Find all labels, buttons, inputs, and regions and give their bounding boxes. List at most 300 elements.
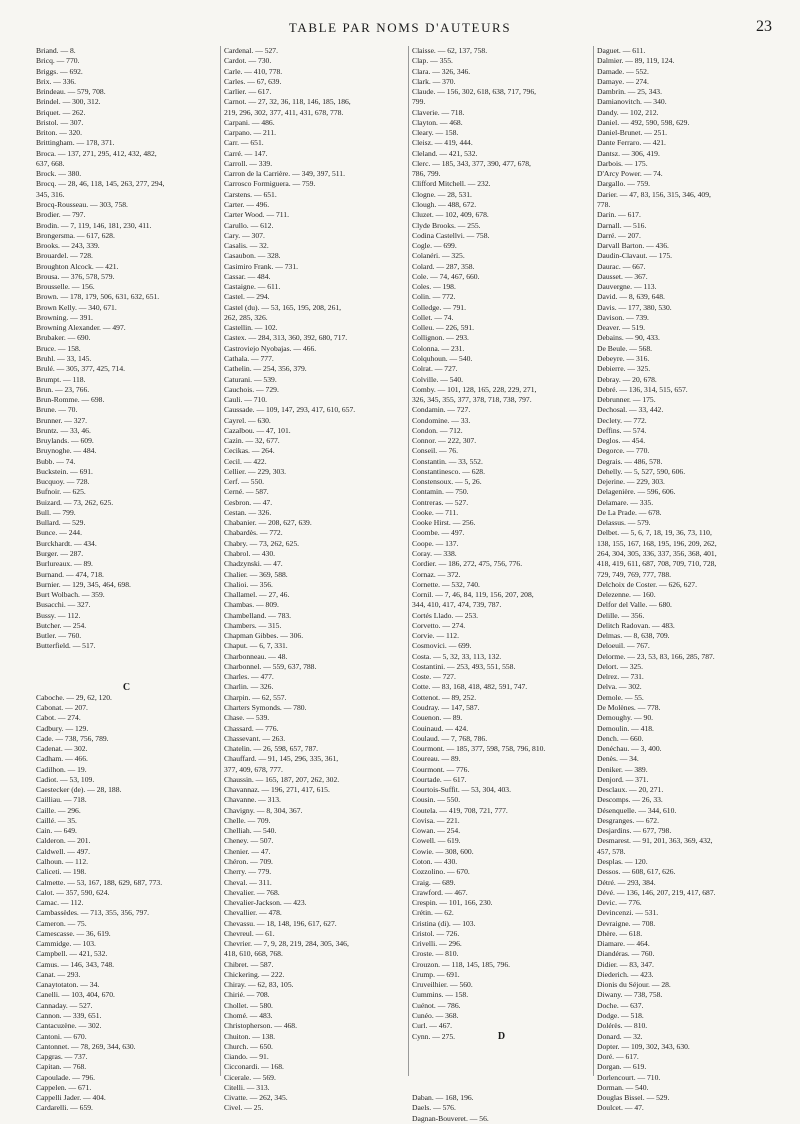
index-entry: Cellier. — 229, 303. bbox=[224, 466, 287, 476]
index-entry: Caboche. — 29, 62, 120. bbox=[36, 692, 112, 702]
index-entry: Bruhl. — 33, 145. bbox=[36, 353, 92, 363]
index-entry: Devincenzi. — 531. bbox=[597, 908, 659, 918]
index-entry: Cathelin. — 254, 356, 379. bbox=[224, 364, 307, 374]
index-entry: Cordier. — 186, 272, 475, 756, 776. bbox=[412, 559, 523, 569]
index-entry: Colquhoun. — 540. bbox=[412, 353, 473, 363]
index-entry: Colrat. — 727. bbox=[412, 364, 458, 374]
index-entry: Cheney. — 507. bbox=[224, 836, 274, 846]
index-entry: Brun-Romme. — 698. bbox=[36, 395, 105, 405]
index-entry: 799. bbox=[412, 97, 426, 107]
index-entry: Cathala. — 777. bbox=[224, 353, 274, 363]
index-entry: Delort. — 325. bbox=[597, 661, 643, 671]
index-entry: Brown. — 178, 179, 506, 631, 632, 651. bbox=[36, 292, 160, 302]
index-entry: Crivelli. — 296. bbox=[412, 939, 462, 949]
index-entry: Castel (du). — 53, 165, 195, 208, 261, bbox=[224, 302, 342, 312]
index-entry: Carullo. — 612. bbox=[224, 220, 274, 230]
index-entry: Ciando. — 91. bbox=[224, 1052, 269, 1062]
index-entry: Daniel-Brunet. — 251. bbox=[597, 128, 668, 138]
index-entry: Darin. — 617. bbox=[597, 210, 641, 220]
index-entry: Broughton Alcock. — 421. bbox=[36, 261, 119, 271]
index-entry: Diederich. — 423. bbox=[597, 969, 654, 979]
index-entry: Delagenière. — 596, 606. bbox=[597, 487, 676, 497]
index-columns bbox=[33, 46, 777, 1123]
index-entry: Cunéo. — 368. bbox=[412, 1010, 459, 1020]
index-entry: Cauli. — 710. bbox=[224, 395, 268, 405]
index-entry: Crouzon. — 118, 145, 185, 796. bbox=[412, 959, 511, 969]
index-entry: Coutela. — 419, 708, 721, 777. bbox=[412, 805, 508, 815]
index-entry: Castroviejo Nyobajas. — 466. bbox=[224, 343, 317, 353]
index-entry: Dantsz. — 306, 419. bbox=[597, 148, 660, 158]
index-entry: Chapman Gibbes. — 306. bbox=[224, 631, 304, 641]
index-entry: Chambers. — 315. bbox=[224, 620, 282, 630]
index-entry: Claisse. — 62, 137, 758. bbox=[412, 46, 488, 55]
index-entry: Colleu. — 226, 591. bbox=[412, 323, 475, 333]
index-entry: Chabanier. — 208, 627, 639. bbox=[224, 518, 312, 528]
index-entry: Delrez. — 731. bbox=[597, 672, 644, 682]
index-entry: Dorgan. — 619. bbox=[597, 1062, 647, 1072]
index-entry: Cosmovici. — 699. bbox=[412, 641, 472, 651]
index-entry: Browning. — 391. bbox=[36, 312, 93, 322]
index-entry: Carter. — 496. bbox=[224, 199, 270, 209]
index-entry: David. — 8, 639, 648. bbox=[597, 292, 665, 302]
index-entry: Chadzynski. — 47. bbox=[224, 559, 283, 569]
index-entry: Debeyre. — 316. bbox=[597, 353, 650, 363]
index-entry: Canat. — 293. bbox=[36, 969, 81, 979]
index-entry: Canaytotaton. — 34. bbox=[36, 980, 100, 990]
index-entry: Croste. — 810. bbox=[412, 949, 459, 959]
index-entry: Cain. — 649. bbox=[36, 826, 77, 836]
index-entry: Denès. — 34. bbox=[597, 754, 639, 764]
index-entry: Chalioi. — 356. bbox=[224, 579, 273, 589]
index-entry: Bucquoy. — 728. bbox=[36, 477, 90, 487]
index-entry: Didier. — 83, 347. bbox=[597, 959, 654, 969]
index-entry: Constantinesco. — 628. bbox=[412, 466, 485, 476]
index-entry: Conseil. — 76. bbox=[412, 446, 458, 456]
index-entry: Bullard. — 529. bbox=[36, 518, 86, 528]
index-entry: Cestan. — 326. bbox=[224, 507, 272, 517]
index-entry: Caillé. — 35. bbox=[36, 815, 77, 825]
index-entry: Camus. — 146, 343, 748. bbox=[36, 959, 115, 969]
index-entry: Constantin. — 33, 552. bbox=[412, 456, 483, 466]
index-entry: Collignon. — 293. bbox=[412, 333, 469, 343]
index-entry: Brulé. — 305, 377, 425, 714. bbox=[36, 364, 126, 374]
index-entry: Capgras. — 737. bbox=[36, 1052, 88, 1062]
index-entry: Contamin. — 750. bbox=[412, 487, 469, 497]
index-entry: Diamare. — 464. bbox=[597, 939, 650, 949]
index-entry: Demole. — 55. bbox=[597, 692, 644, 702]
index-entry bbox=[36, 662, 220, 672]
index-entry: 729, 749, 769, 777, 788. bbox=[597, 569, 672, 579]
index-entry: Chavanne. — 313. bbox=[224, 795, 281, 805]
index-entry: Brindel. — 300, 312. bbox=[36, 97, 101, 107]
index-entry: Clayton. — 468. bbox=[412, 117, 463, 127]
index-entry: Charles. — 477. bbox=[224, 672, 274, 682]
index-entry: Charbonnel. — 559, 637, 788. bbox=[224, 661, 317, 671]
index-entry: Chuiton. — 138. bbox=[224, 1031, 276, 1041]
index-entry bbox=[412, 1083, 593, 1093]
index-entry: Crawford. — 467. bbox=[412, 887, 468, 897]
index-entry: Burckhardt. — 434. bbox=[36, 538, 97, 548]
index-entry: Cristol. — 726. bbox=[412, 928, 460, 938]
index-entry: Dodge. — 518. bbox=[597, 1010, 644, 1020]
index-entry: Cleary. — 158. bbox=[412, 128, 459, 138]
index-column-2 bbox=[220, 46, 408, 1113]
index-entry: Cardarelli. — 659. bbox=[36, 1103, 93, 1113]
index-entry: Crétin. — 62. bbox=[412, 908, 454, 918]
index-entry: Dorlencourt. — 710. bbox=[597, 1072, 661, 1082]
index-entry: Costa. — 5, 32, 33, 113, 132. bbox=[412, 651, 502, 661]
index-entry: Colard. — 287, 358. bbox=[412, 261, 475, 271]
index-entry: Calot. — 357, 590, 624. bbox=[36, 887, 110, 897]
index-entry: Chambas. — 809. bbox=[224, 600, 279, 610]
index-entry: Diandéras. — 760. bbox=[597, 949, 655, 959]
page-title: TABLE PAR NOMS D'AUTEURS bbox=[288, 20, 512, 35]
index-entry: Cluzet. — 102, 409, 678. bbox=[412, 210, 489, 220]
index-entry: Dandy. — 102, 212. bbox=[597, 107, 659, 117]
index-entry: Doré. — 617. bbox=[597, 1052, 639, 1062]
index-entry: Burnand. — 474, 718. bbox=[36, 569, 104, 579]
index-entry: Chelle. — 709. bbox=[224, 815, 271, 825]
index-entry: Darré. — 207. bbox=[597, 230, 641, 240]
index-entry: Cleland. — 421, 532. bbox=[412, 148, 478, 158]
index-entry: Claude. — 156, 302, 618, 638, 717, 796, bbox=[412, 87, 537, 97]
index-entry: Costantini. — 253, 493, 551, 558. bbox=[412, 661, 516, 671]
index-entry: Chase. — 539. bbox=[224, 713, 270, 723]
index-entry: Briton. — 320. bbox=[36, 128, 82, 138]
index-entry: Dorman. — 540. bbox=[597, 1082, 649, 1092]
index-entry: 262, 285, 326. bbox=[224, 312, 268, 322]
index-entry: 637, 668. bbox=[36, 158, 65, 168]
index-entry: Deniker. — 389. bbox=[597, 764, 648, 774]
index-entry: Chiray. — 62, 83, 105. bbox=[224, 980, 294, 990]
index-entry: Delamare. — 335. bbox=[597, 497, 654, 507]
index-entry: Cayrel. — 630. bbox=[224, 415, 271, 425]
index-entry: Bubb. — 74. bbox=[36, 456, 76, 466]
index-entry: Dechosal. — 33, 442. bbox=[597, 405, 664, 415]
index-entry: Castex. — 284, 313, 360, 392, 680, 717. bbox=[224, 333, 348, 343]
index-entry: Cornaz. — 372. bbox=[412, 569, 461, 579]
index-entry: Colanéri. — 325. bbox=[412, 251, 465, 261]
index-entry: Chatelin. — 26, 598, 657, 787. bbox=[224, 744, 319, 754]
index-entry: Calmette. — 53, 167, 188, 629, 687, 773. bbox=[36, 877, 163, 887]
index-entry: Covisa. — 221. bbox=[412, 815, 460, 825]
index-entry: Caliceti. — 198. bbox=[36, 867, 87, 877]
page-number: 23 bbox=[756, 18, 772, 35]
index-entry: Doulcet. — 47. bbox=[597, 1103, 644, 1113]
index-entry: 418, 419, 611, 687, 708, 709, 710, 728, bbox=[597, 559, 717, 569]
index-entry: 344, 410, 417, 474, 739, 787. bbox=[412, 600, 502, 610]
index-entry: Camescasse. — 36, 619. bbox=[36, 928, 111, 938]
index-column-4 bbox=[593, 46, 777, 1113]
index-entry: Colledge. — 791. bbox=[412, 302, 466, 312]
index-entry: Damade. — 552. bbox=[597, 66, 649, 76]
index-entry: Cicconardi. — 168. bbox=[224, 1062, 284, 1072]
index-entry: Cerf. — 550. bbox=[224, 477, 265, 487]
index-entry: Cannaday. — 527. bbox=[36, 1000, 93, 1010]
index-entry: Caturani. — 539. bbox=[224, 374, 277, 384]
index-entry: De Molènes. — 778. bbox=[597, 703, 661, 712]
index-entry: Cabot. — 274. bbox=[36, 713, 81, 723]
index-entry: Cesbron. — 47. bbox=[224, 497, 273, 507]
index-entry: Capitan. — 768. bbox=[36, 1062, 87, 1072]
index-entry: Daniel. — 492, 590, 598, 629. bbox=[597, 117, 690, 127]
index-entry: Cappelli Jader. — 404. bbox=[36, 1093, 106, 1103]
index-entry: Clough. — 488, 672. bbox=[412, 199, 477, 209]
index-entry: Challamel. — 27, 46. bbox=[224, 590, 290, 600]
index-entry: Browning Alexander. — 497. bbox=[36, 323, 126, 333]
index-entry: Cole. — 74, 467, 660. bbox=[412, 271, 480, 281]
index-entry: Coudray. — 147, 587. bbox=[412, 703, 480, 712]
index-entry: Carrosco Formiguera. — 759. bbox=[224, 179, 316, 189]
index-entry: Calderon. — 201. bbox=[36, 836, 91, 846]
index-entry: Dopter. — 109, 302, 343, 630. bbox=[597, 1041, 690, 1051]
index-entry: Cruveilhier. — 560. bbox=[412, 980, 473, 990]
index-entry bbox=[412, 1052, 593, 1062]
index-entry: Debains. — 90, 433. bbox=[597, 333, 660, 343]
index-entry: Calhoun. — 112. bbox=[36, 856, 89, 866]
index-entry: Carter Wood. — 711. bbox=[224, 210, 289, 220]
index-entry: Claverie. — 718. bbox=[412, 107, 465, 117]
index-entry: Clark. — 370. bbox=[412, 76, 456, 86]
index-entry: Constensoux. — 5, 26. bbox=[412, 477, 482, 487]
index-entry: Curl. — 467. bbox=[412, 1021, 453, 1031]
index-entry: Colonna. — 231. bbox=[412, 343, 465, 353]
index-entry: Darnall. — 516. bbox=[597, 220, 647, 230]
index-entry: Chalier. — 369, 588. bbox=[224, 569, 288, 579]
index-entry: Couenon. — 89. bbox=[412, 713, 463, 723]
index-entry: Couinaud. — 424. bbox=[412, 723, 469, 733]
index-entry: Brousa. — 376, 578, 579. bbox=[36, 271, 115, 281]
index-entry: Cooke. — 711. bbox=[412, 507, 459, 517]
index-entry: Cabonat. — 207. bbox=[36, 703, 88, 712]
index-entry: Comby. — 101, 128, 165, 228, 229, 271, bbox=[412, 384, 537, 394]
index-entry: Chabardès. — 772. bbox=[224, 528, 283, 538]
index-entry: Cadenat. — 302. bbox=[36, 744, 88, 754]
index-entry: Delbet. — 5, 6, 7, 18, 19, 36, 73, 110, bbox=[597, 528, 712, 538]
index-entry: Chelliah. — 540. bbox=[224, 826, 277, 836]
index-entry: Cerné. — 587. bbox=[224, 487, 269, 497]
index-entry bbox=[36, 672, 220, 682]
index-entry: Coton. — 430. bbox=[412, 856, 458, 866]
index-entry: 786, 799. bbox=[412, 169, 441, 179]
index-entry: Devic. — 776. bbox=[597, 898, 642, 908]
index-entry: Diwany. — 738, 758. bbox=[597, 990, 663, 1000]
index-entry: Cappelen. — 671. bbox=[36, 1082, 92, 1092]
index-entry: Demoughy. — 90. bbox=[597, 713, 654, 723]
index-entry: Buizard. — 73, 262, 625. bbox=[36, 497, 114, 507]
index-entry: Bunce. — 244. bbox=[36, 528, 82, 538]
index-entry: Cary. — 307. bbox=[224, 230, 265, 240]
index-entry: Carles. — 67, 639. bbox=[224, 76, 282, 86]
index-entry: Carroll. — 339. bbox=[224, 158, 273, 168]
index-entry: Chollet. — 580. bbox=[224, 1000, 273, 1010]
index-entry: Casaubon. — 328. bbox=[224, 251, 281, 261]
index-entry: Chambelland. — 783. bbox=[224, 610, 292, 620]
index-entry: Desmarest. — 91, 201, 363, 369, 432, bbox=[597, 836, 713, 846]
index-entry: Daban. — 168, 196. bbox=[412, 1093, 474, 1103]
index-entry: Chaput. — 6, 7, 331. bbox=[224, 641, 288, 651]
index-entry: Damianovitch. — 340. bbox=[597, 97, 667, 107]
index-entry: Busacchi. — 327. bbox=[36, 600, 91, 610]
index-entry: Cherry. — 779. bbox=[224, 867, 272, 877]
index-entry: Burt Wolbach. — 359. bbox=[36, 590, 105, 600]
index-entry: Degorce. — 770. bbox=[597, 446, 650, 456]
index-entry: Cooke Hirst. — 256. bbox=[412, 518, 476, 528]
index-entry: Chassard. — 776. bbox=[224, 723, 279, 733]
index-entry: Cleisz. — 419, 444. bbox=[412, 138, 473, 148]
index-entry: Dambrin. — 25, 343. bbox=[597, 87, 662, 97]
index-entry: Cynn. — 275. bbox=[412, 1031, 456, 1041]
index-entry: Crump. — 691. bbox=[412, 969, 460, 979]
index-entry bbox=[412, 1073, 593, 1083]
index-entry: De La Prade. — 678. bbox=[597, 507, 662, 517]
index-entry: De Beule. — 568. bbox=[597, 343, 653, 353]
index-entry: Cazalbou. — 47, 101. bbox=[224, 425, 291, 435]
index-entry: Burnier. — 129, 345, 464, 698. bbox=[36, 579, 131, 589]
index-entry: Cecil. — 422. bbox=[224, 456, 267, 466]
index-entry: Casimiro Frank. — 731. bbox=[224, 261, 299, 271]
index-entry: Dausset. — 367. bbox=[597, 271, 648, 281]
index-entry: Daudin-Clavaut. — 175. bbox=[597, 251, 673, 261]
index-entry: Dauvergne. — 113. bbox=[597, 282, 657, 292]
index-entry: Cummins. — 158. bbox=[412, 990, 469, 1000]
index-entry: Darier. — 47, 83, 156, 315, 346, 409, bbox=[597, 189, 711, 199]
index-entry: Coray. — 338. bbox=[412, 549, 457, 559]
index-entry: Bussy. — 112. bbox=[36, 610, 81, 620]
index-entry: Cecikas. — 264. bbox=[224, 446, 275, 456]
index-entry: Bufnoir. — 625. bbox=[36, 487, 86, 497]
index-entry: Cantacuzène. — 302. bbox=[36, 1021, 102, 1031]
index-entry: 778. bbox=[597, 199, 611, 209]
index-entry: Burlureaux. — 89. bbox=[36, 559, 93, 569]
index-entry: Daurac. — 667. bbox=[597, 261, 646, 271]
index-entry: Douglas Bissel. — 529. bbox=[597, 1093, 670, 1103]
index-entry: Cammidge. — 103. bbox=[36, 939, 96, 949]
index-entry: Brouardel. — 728. bbox=[36, 251, 93, 261]
index-entry: Desjardins. — 677, 798. bbox=[597, 826, 672, 836]
index-entry: Carpani. — 486. bbox=[224, 117, 275, 127]
index-entry: Caldwell. — 497. bbox=[36, 846, 90, 856]
index-entry: Charlin. — 326. bbox=[224, 682, 274, 692]
index-entry: Brock. — 380. bbox=[36, 169, 82, 179]
index-entry: Cheval. — 311. bbox=[224, 877, 272, 887]
index-entry: Courmont. — 185, 377, 598, 758, 796, 810. bbox=[412, 744, 546, 754]
index-entry: Daels. — 576. bbox=[412, 1103, 456, 1113]
index-entry: Brodin. — 7, 119, 146, 181, 230, 411. bbox=[36, 220, 152, 230]
index-entry: Cowie. — 308, 600. bbox=[412, 846, 474, 856]
index-entry: Debrunner. — 175. bbox=[597, 395, 656, 405]
index-entry: Buckstein. — 691. bbox=[36, 466, 93, 476]
index-entry: Brumpt. — 118. bbox=[36, 374, 86, 384]
index-entry: Caestecker (de). — 28, 188. bbox=[36, 785, 122, 795]
index-entry: Chauffard. — 91, 145, 296, 335, 361, bbox=[224, 754, 339, 764]
index-entry: Brocq-Rousseau. — 303, 758. bbox=[36, 199, 128, 209]
index-entry: Condomine. — 33. bbox=[412, 415, 471, 425]
index-entry: Denjord. — 371. bbox=[597, 774, 649, 784]
index-entry: Coste. — 727. bbox=[412, 672, 456, 682]
index-entry: Camac. — 112. bbox=[36, 898, 84, 908]
index-entry: Cassar. — 484. bbox=[224, 271, 271, 281]
index-entry: Dévé. — 136, 146, 207, 219, 417, 687. bbox=[597, 887, 716, 897]
index-entry: Davis. — 177, 380, 530. bbox=[597, 302, 672, 312]
index-entry: Chevalier. — 768. bbox=[224, 887, 280, 897]
index-entry: Dejerine. — 229, 303. bbox=[597, 477, 665, 487]
index-entry: Détré. — 293, 384. bbox=[597, 877, 656, 887]
index-entry: Désenquelle. — 344, 610. bbox=[597, 805, 677, 815]
index-entry: Dench. — 660. bbox=[597, 733, 644, 743]
index-entry: Condon. — 712. bbox=[412, 425, 463, 435]
index-entry: Brunner. — 327. bbox=[36, 415, 88, 425]
index-entry: 418, 610, 668, 768. bbox=[224, 949, 283, 959]
index-entry: Cauchois. — 729. bbox=[224, 384, 279, 394]
index-entry: Chavannaz. — 196, 271, 417, 615. bbox=[224, 785, 330, 795]
index-entry: Briggs. — 692. bbox=[36, 66, 83, 76]
index-entry: Cazin. — 32, 677. bbox=[224, 436, 280, 446]
index-entry: Collet. — 74. bbox=[412, 312, 454, 322]
index-entry: Chevallier. — 478. bbox=[224, 908, 282, 918]
page-header bbox=[0, 18, 800, 40]
index-entry: Connor. — 222, 307. bbox=[412, 436, 477, 446]
index-entry: Declety. — 772. bbox=[597, 415, 647, 425]
index-entry: Doche. — 637. bbox=[597, 1000, 644, 1010]
index-entry: Craig. — 689. bbox=[412, 877, 456, 887]
index-entry: Carr. — 651. bbox=[224, 138, 264, 148]
index-entry: Butcher. — 254. bbox=[36, 620, 87, 630]
index-entry: Christopherson. — 468. bbox=[224, 1021, 297, 1031]
index-entry: Cannon. — 339, 651. bbox=[36, 1010, 102, 1020]
index-entry: Carré. — 147. bbox=[224, 148, 268, 158]
index-entry: Cotte. — 83, 168, 418, 482, 591, 747. bbox=[412, 682, 528, 692]
index-entry: 457, 578. bbox=[597, 846, 626, 856]
index-entry: Cardot. — 730. bbox=[224, 56, 272, 66]
index-entry: Dalmier. — 89, 119, 124. bbox=[597, 56, 675, 66]
index-entry: Carron de la Carrière. — 349, 397, 511. bbox=[224, 169, 345, 179]
index-entry: Delorme. — 23, 53, 83, 166, 285, 787. bbox=[597, 651, 715, 661]
index-entry: Cornette. — 532, 740. bbox=[412, 579, 480, 589]
index-entry: Chabry. — 73, 262, 625. bbox=[224, 538, 300, 548]
index-entry: Chevassu. — 18, 148, 196, 617, 627. bbox=[224, 918, 337, 928]
index-entry: Cadilhon. — 19. bbox=[36, 764, 87, 774]
index-entry: Bricq. — 770. bbox=[36, 56, 80, 66]
index-entry: Cantonnet. — 78, 269, 344, 630. bbox=[36, 1041, 136, 1051]
index-entry: Chirié. — 708. bbox=[224, 990, 270, 1000]
index-entry: Butler. — 760. bbox=[36, 631, 82, 641]
index-entry: Damaye. — 274. bbox=[597, 76, 649, 86]
index-entry: Delitch Radovan. — 483. bbox=[597, 620, 675, 630]
index-entry: Carlier. — 617. bbox=[224, 87, 272, 97]
index-entry: Cantoni. — 670. bbox=[36, 1031, 87, 1041]
index-entry bbox=[412, 1042, 593, 1052]
index-entry: Codina Castellvi. — 758. bbox=[412, 230, 490, 240]
index-entry: Cadbury. — 129. bbox=[36, 723, 89, 733]
index-entry: Bristol. — 307. bbox=[36, 117, 84, 127]
index-entry: Church. — 650. bbox=[224, 1041, 273, 1051]
index-entry: Chevrier. — 7, 9, 28, 219, 284, 305, 346, bbox=[224, 939, 349, 949]
index-entry: Brongersma. — 617, 628. bbox=[36, 230, 115, 240]
index-entry: Dargallo. — 759. bbox=[597, 179, 651, 189]
index-entry: Cailliau. — 718. bbox=[36, 795, 87, 805]
index-entry: Coureau. — 89. bbox=[412, 754, 461, 764]
index-entry: Castaigne. — 611. bbox=[224, 282, 281, 292]
index-entry: 219, 296, 302, 377, 411, 431, 678, 778. bbox=[224, 107, 344, 117]
index-entry: Butterfield. — 517. bbox=[36, 641, 96, 651]
section-letter-c: C bbox=[122, 682, 131, 693]
index-entry: Descomps. — 26, 33. bbox=[597, 795, 663, 805]
index-entry: Carnot. — 27, 32, 36, 118, 146, 185, 186, bbox=[224, 97, 351, 107]
index-entry: Deffins. — 574. bbox=[597, 425, 647, 435]
index-entry: Colville. — 540. bbox=[412, 374, 464, 384]
index-entry: Charbonneau. — 48. bbox=[224, 651, 288, 661]
